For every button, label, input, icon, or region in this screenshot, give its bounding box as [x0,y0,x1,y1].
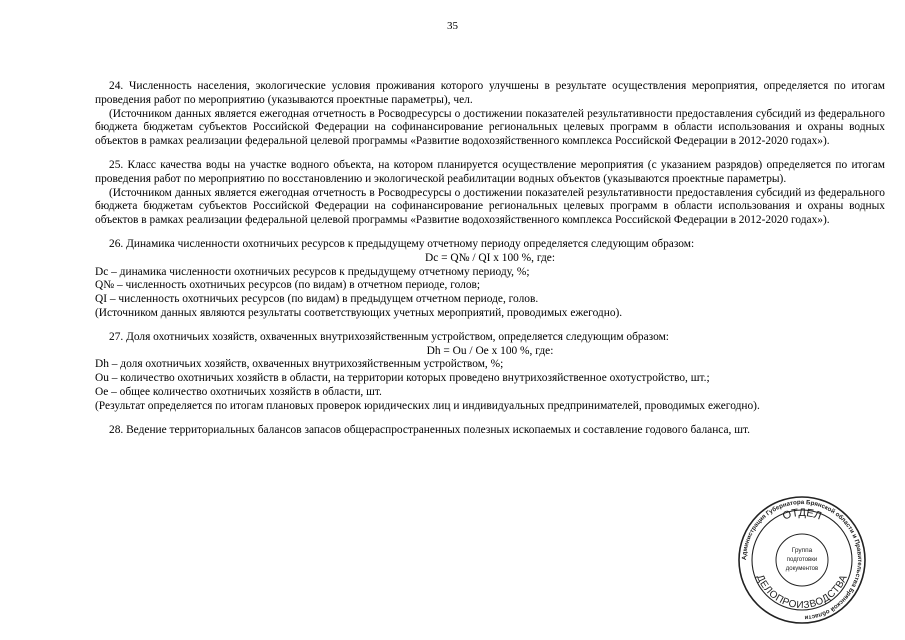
item-27-definition: Dh – доля охотничьих хозяйств, охваченных внутрихозяйственным устройством, %; [95,358,504,371]
item-25-source: (Источником данных является ежегодная отчетность в Росводресурсы о достижении показателей результативности предоставления субсидий из федерального бюджета бюджетам субъектов Российской Федерации на софинансирование региональных целевых программ в области использования и охраны водных объектов в рамках реализации федеральной целевой программы «Развитие водохозяйственного комплекса Российской Федерации в 2012-2020 годах»). [95,186,885,227]
office-stamp [736,494,868,626]
stamp-dept-bottom: ДЕЛОПРОИЗВОДСТВА [754,573,850,612]
item-27-source: (Результат определяется по итогам плановых проверок юридических лиц и индивидуальных предпринимателей, проводимых ежегодно). [95,399,760,412]
stamp-center-line: Группа [791,547,813,554]
svg-text:ОТДЕЛ [781,507,823,523]
item-24-text: 24. Численность населения, экологические условия проживания которого улучшены в результате осуществления мероприятия, определяется по итогам проведения работ по мероприятию (указываются проектные параметры), чел. [95,80,885,106]
item-25-text: 25. Класс качества воды на участке водного объекта, на котором планируется осуществление мероприятия (с указанием разрядов) определяется по итогам проведения работ по мероприятию по восстановлению и экологической реабилитации водных объектов (указываются проектные параметры). [95,158,885,185]
item-27-definition: Oe – общее количество охотничьих хозяйств в области, шт. [95,385,382,398]
page-number: 35 [447,20,458,32]
item-27-definition: Ou – количество охотничьих хозяйств в области, на территории которых проведено внутрихозяйственное охотустройство, шт.; [95,372,710,385]
item-26-text: 26. Динамика численности охотничьих ресурсов к предыдущему отчетному периоду определяется следующим образом: [109,237,695,250]
item-26-definition: Q№ – численность охотничьих ресурсов (по видам) в отчетном периоде, голов; [95,279,481,292]
item-28-text: 28. Ведение территориальных балансов запасов общераспространенных полезных ископаемых и составление годового баланса, шт. [109,423,750,436]
stamp-center-line: подготовки [786,557,818,563]
item-26-formula: Dc = Q№ / QI x 100 %, где: [424,251,555,264]
item-27-formula: Dh = Ou / Oe x 100 %, где: [426,344,554,357]
document-body [95,80,885,437]
item-24-source: (Источником данных является ежегодная отчетность в Росводресурсы о достижении показателей результативности предоставления субсидий из федерального бюджета бюджетам субъектов Российской Федерации на софинансирование региональных целевых программ в области использования и охраны водных объектов в рамках реализации федеральной целевой программы «Развитие водохозяйственного комплекса Российской Федерации в 2012-2020 годах»). [95,107,885,148]
item-26-definition: QI – численность охотничьих ресурсов (по видам) в предыдущем отчетном периоде, голов. [95,293,539,306]
stamp-center-line: документов [785,566,819,572]
item-26-source: (Источником данных являются результаты соответствующих учетных мероприятий, проводимых ежегодно). [95,306,623,319]
item-27-text: 27. Доля охотничьих хозяйств, охваченных внутрихозяйственным устройством, определяется следующим образом: [109,330,669,343]
stamp-dept-top: ОТДЕЛ [781,506,823,523]
stamp-outer-text: Администрация Губернатора Брянской области и Правительства Брянской области [740,498,864,621]
item-26-definition: Dc – динамика численности охотничьих ресурсов к предыдущему отчетному периоду, %; [95,265,530,278]
